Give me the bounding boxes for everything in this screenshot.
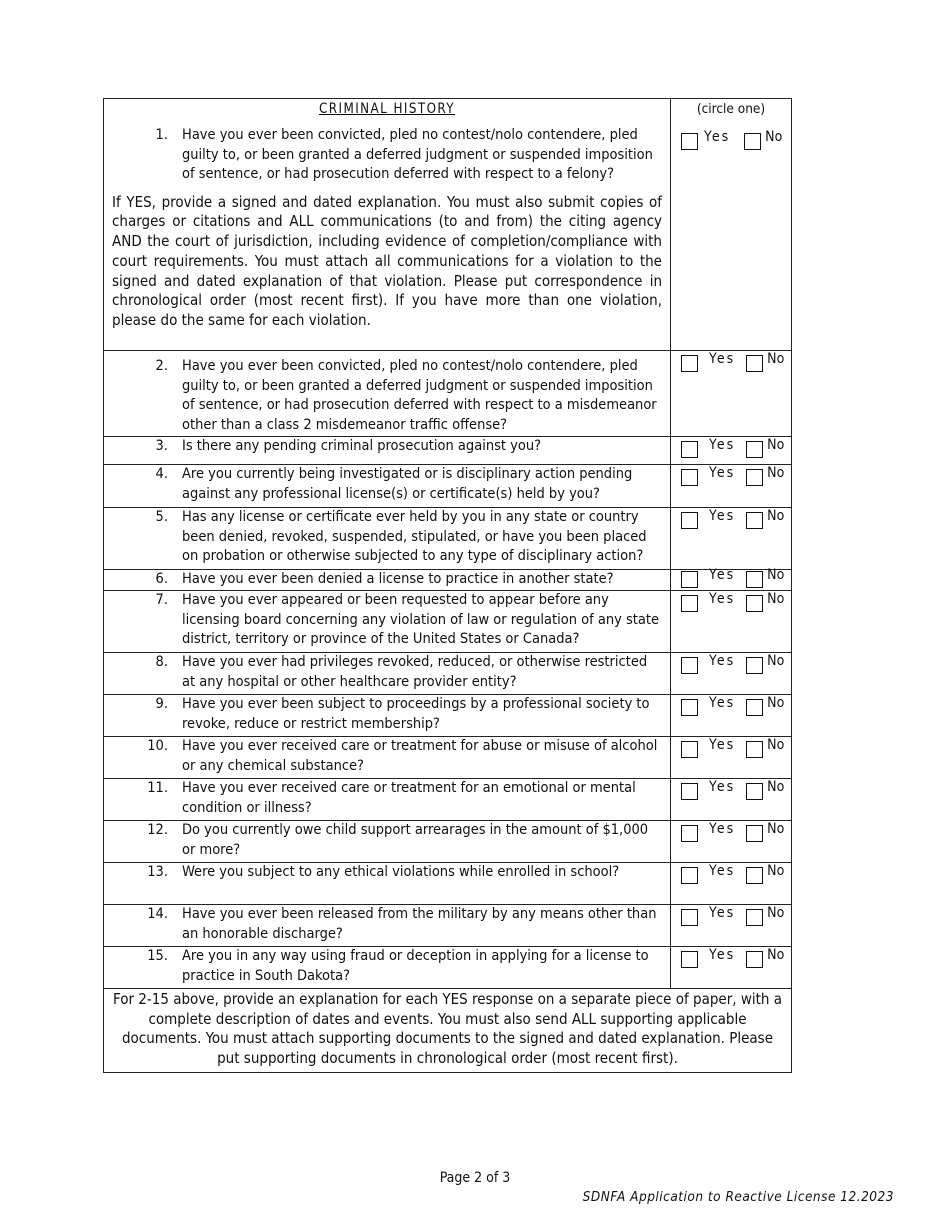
question-5 <box>104 508 670 567</box>
yes-no-group-15 <box>671 947 791 968</box>
yes-label: Yes <box>709 465 736 481</box>
question-7 <box>104 591 670 650</box>
question-text: Have you ever appeared or been requested to appear before any licensing board concerning any violation of law or regulation of any state district, territory or province of the United States or Canada? <box>182 592 659 648</box>
question-row-4 <box>104 465 792 508</box>
question-text: Have you ever received care or treatment for an emotional or mental condition or illness? <box>182 780 636 816</box>
question-8 <box>104 653 670 692</box>
page-number: Page 2 of 3 <box>439 1170 511 1186</box>
yes-checkbox[interactable] <box>681 133 698 150</box>
question-number: 6. <box>155 571 168 587</box>
no-checkbox[interactable] <box>746 512 763 529</box>
question-row-7 <box>104 591 792 653</box>
question-number: 10. <box>147 738 168 754</box>
question-text: Are you currently being investigated or is disciplinary action pending against any professional license(s) or certificate(s) held by you? <box>182 466 633 502</box>
yes-checkbox[interactable] <box>681 951 698 968</box>
question-number: 7. <box>155 592 168 608</box>
no-checkbox[interactable] <box>746 441 763 458</box>
no-label: No <box>767 779 785 795</box>
no-label: No <box>767 821 785 837</box>
no-label: No <box>767 567 785 583</box>
yes-no-group-4 <box>671 465 791 486</box>
question-4 <box>104 465 670 504</box>
question-number: 14. <box>147 906 168 922</box>
no-label: No <box>767 737 785 753</box>
yes-checkbox[interactable] <box>681 595 698 612</box>
no-checkbox[interactable] <box>746 657 763 674</box>
no-checkbox[interactable] <box>746 909 763 926</box>
question-row-8 <box>104 653 792 695</box>
question-number: 8. <box>155 654 168 670</box>
no-checkbox[interactable] <box>746 783 763 800</box>
question-text: Have you ever been denied a license to practice in another state? <box>182 571 614 587</box>
yes-checkbox[interactable] <box>681 355 698 372</box>
question-13 <box>104 863 670 883</box>
no-label: No <box>767 591 785 607</box>
yes-label: Yes <box>709 695 736 711</box>
question-number: 1. <box>155 127 168 143</box>
no-checkbox[interactable] <box>746 825 763 842</box>
question-text: Have you ever received care or treatment for abuse or misuse of alcohol or any chemical substance? <box>182 738 658 774</box>
no-label: No <box>767 695 785 711</box>
question-text: Has any license or certificate ever held by you in any state or country been denied, revoked, suspended, stipulated, or have you been placed on probation or otherwise subjected to any type of disciplinary action? <box>182 509 647 565</box>
question-number: 5. <box>155 509 168 525</box>
question-12 <box>104 821 670 860</box>
yes-no-group-5 <box>671 508 791 529</box>
criminal-history-table <box>103 98 792 1073</box>
yes-checkbox[interactable] <box>681 571 698 588</box>
yes-no-group-3 <box>671 437 791 458</box>
no-checkbox[interactable] <box>746 741 763 758</box>
question-text: Do you currently owe child support arrearages in the amount of $1,000 or more? <box>182 822 649 858</box>
yes-checkbox[interactable] <box>681 699 698 716</box>
yes-no-group-9 <box>671 695 791 716</box>
instructions-row <box>104 989 792 1073</box>
question-text: Is there any pending criminal prosecution against you? <box>182 438 542 454</box>
question-row-13 <box>104 863 792 905</box>
no-checkbox[interactable] <box>746 951 763 968</box>
question-cell <box>104 99 671 351</box>
yes-checkbox[interactable] <box>681 825 698 842</box>
no-label: No <box>767 465 785 481</box>
yes-label: Yes <box>709 653 736 669</box>
question-10 <box>104 737 670 776</box>
no-label: No <box>767 437 785 453</box>
question-text: Have you ever been subject to proceedings by a professional society to revoke, reduce or restrict membership? <box>182 696 650 732</box>
question-number: 15. <box>147 948 168 964</box>
yes-label: Yes <box>709 591 736 607</box>
question-6 <box>104 570 670 590</box>
no-checkbox[interactable] <box>746 571 763 588</box>
question-2 <box>104 351 670 435</box>
question-text: Were you subject to any ethical violations while enrolled in school? <box>182 864 620 880</box>
question-row-12 <box>104 821 792 863</box>
yes-checkbox[interactable] <box>681 512 698 529</box>
question-text: Are you in any way using fraud or deception in applying for a license to practice in South Dakota? <box>182 948 649 984</box>
question-row-3 <box>104 437 792 465</box>
no-label: No <box>767 508 785 524</box>
yes-label: Yes <box>709 351 736 367</box>
question-15 <box>104 947 670 986</box>
yes-checkbox[interactable] <box>681 469 698 486</box>
question-row-6 <box>104 570 792 591</box>
yes-no-group-2 <box>671 351 791 372</box>
yes-no-group-6 <box>671 567 791 588</box>
yes-label: Yes <box>704 129 731 145</box>
yes-no-group-1 <box>671 119 791 150</box>
question-number: 12. <box>147 822 168 838</box>
question-3 <box>104 437 670 457</box>
yes-no-group-11 <box>671 779 791 800</box>
yes-label: Yes <box>709 779 736 795</box>
yes-checkbox[interactable] <box>681 657 698 674</box>
question-text: Have you ever had privileges revoked, reduced, or otherwise restricted at any hospital or other healthcare provider entity? <box>182 654 648 690</box>
question-number: 13. <box>147 864 168 880</box>
felony-explanation: If YES, provide a signed and dated explanation. You must also submit copies of charges or citations and ALL communications (to and from) the citing agency AND the court of jurisdiction, including evidence of completion/compliance with court requirements. You must attach all communications for a violation to the signed and dated explanation of that violation. Please put correspondence in chronological order (most recent first). If you have more than one violation, please do the same for each violation. <box>112 192 662 329</box>
question-row-10 <box>104 737 792 779</box>
no-checkbox[interactable] <box>746 867 763 884</box>
yes-label: Yes <box>709 905 736 921</box>
yes-label: Yes <box>709 437 736 453</box>
no-checkbox[interactable] <box>746 469 763 486</box>
no-label: No <box>767 863 785 879</box>
no-label: No <box>767 947 785 963</box>
yes-no-group-14 <box>671 905 791 926</box>
question-row-14 <box>104 905 792 947</box>
no-label: No <box>767 905 785 921</box>
question-1 <box>104 119 670 185</box>
question-14 <box>104 905 670 944</box>
yes-no-group-8 <box>671 653 791 674</box>
yes-label: Yes <box>709 821 736 837</box>
question-row-5 <box>104 508 792 570</box>
yes-no-group-13 <box>671 863 791 884</box>
yes-no-group-12 <box>671 821 791 842</box>
footer-instructions: For 2-15 above, provide an explanation for each YES response on a separate piece of paper, with a complete description of dates and events. You must also send ALL supporting applicable documents. You must attach supporting documents to the signed and dated explanation. Please put supporting documents in chronological order (most recent first). <box>112 990 783 1067</box>
question-row-2 <box>104 351 792 437</box>
document-id: SDNFA Application to Reactive License 12.2023 <box>582 1189 894 1205</box>
question-number: 11. <box>147 780 168 796</box>
question-row-1 <box>104 99 792 351</box>
section-title: CRIMINAL HISTORY <box>318 101 456 117</box>
question-number: 9. <box>155 696 168 712</box>
question-number: 3. <box>155 438 168 454</box>
question-text: Have you ever been released from the military by any means other than an honorable discharge? <box>182 906 657 942</box>
yes-label: Yes <box>709 567 736 583</box>
no-checkbox[interactable] <box>744 133 761 150</box>
no-checkbox[interactable] <box>746 595 763 612</box>
no-label: No <box>765 129 783 145</box>
question-11 <box>104 779 670 818</box>
yes-checkbox[interactable] <box>681 867 698 884</box>
yes-checkbox[interactable] <box>681 783 698 800</box>
no-checkbox[interactable] <box>746 699 763 716</box>
yes-checkbox[interactable] <box>681 441 698 458</box>
yes-label: Yes <box>709 863 736 879</box>
question-text: Have you ever been convicted, pled no contest/nolo contendere, pled guilty to, or been granted a deferred judgment or suspended imposition of sentence, or had prosecution deferred with respect to a misdemeanor other than a class 2 misdemeanor traffic offense? <box>182 358 657 433</box>
yes-no-group-10 <box>671 737 791 758</box>
question-9 <box>104 695 670 734</box>
question-number: 2. <box>155 358 168 374</box>
question-row-11 <box>104 779 792 821</box>
yes-label: Yes <box>709 737 736 753</box>
yes-no-group-7 <box>671 591 791 612</box>
yes-label: Yes <box>709 947 736 963</box>
question-number: 4. <box>155 466 168 482</box>
answer-cell <box>671 99 792 351</box>
yes-label: Yes <box>709 508 736 524</box>
no-checkbox[interactable] <box>746 355 763 372</box>
no-label: No <box>767 653 785 669</box>
circle-one-label: (circle one) <box>696 101 766 117</box>
question-row-15 <box>104 947 792 989</box>
question-row-9 <box>104 695 792 737</box>
yes-checkbox[interactable] <box>681 909 698 926</box>
yes-checkbox[interactable] <box>681 741 698 758</box>
question-text: Have you ever been convicted, pled no contest/nolo contendere, pled guilty to, or been granted a deferred judgment or suspended imposition of sentence, or had prosecution deferred with respect to a felony? <box>182 127 653 183</box>
no-label: No <box>767 351 785 367</box>
